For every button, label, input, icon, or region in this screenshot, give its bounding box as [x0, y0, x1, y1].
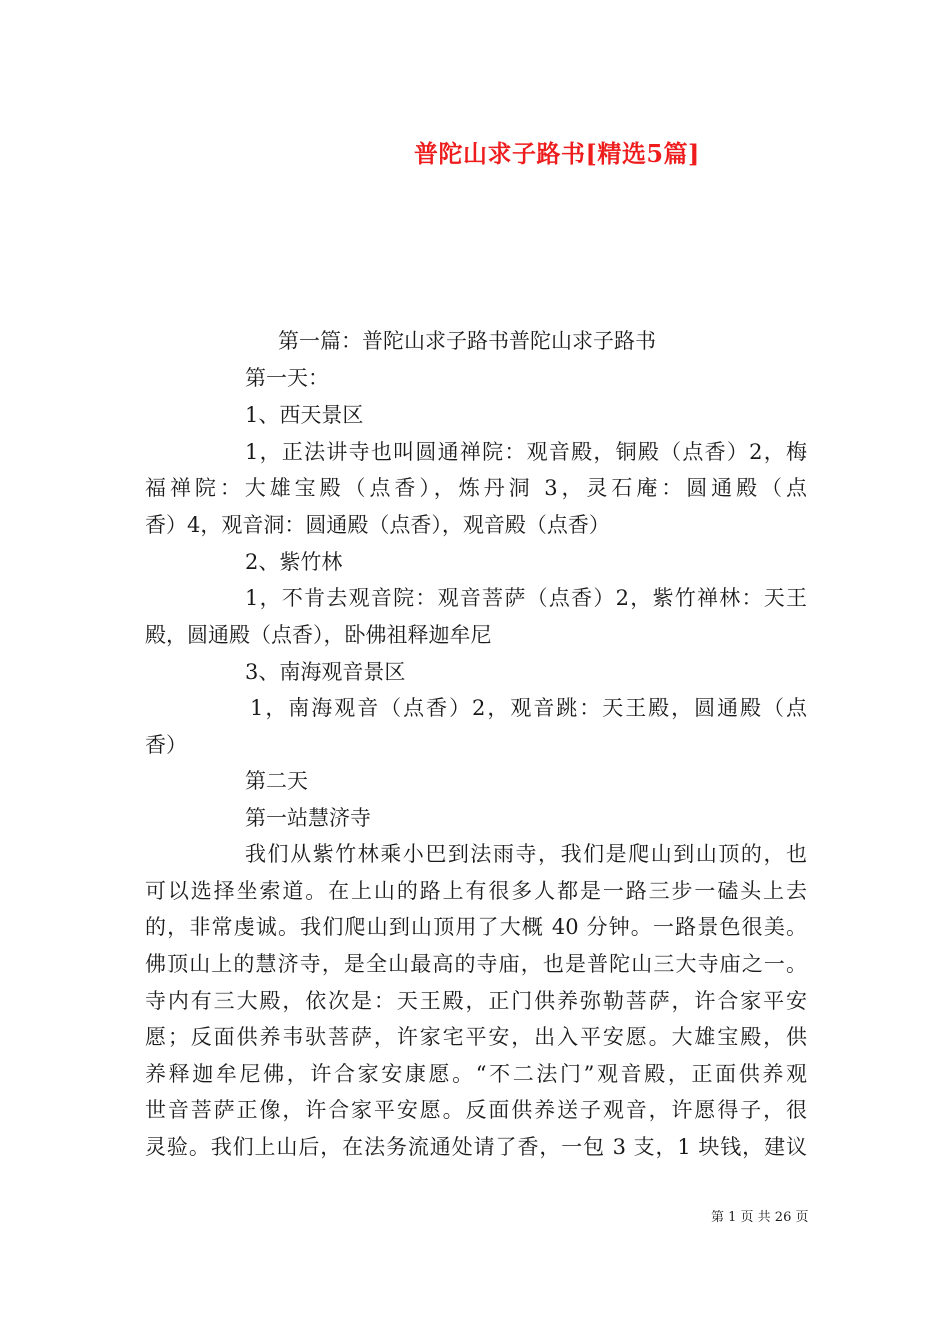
body-line: 愿；反面供养韦驮菩萨，许家宅平安，出入平安愿。大雄宝殿，供 [145, 1025, 807, 1049]
body-line: 第二天 [245, 769, 308, 793]
section-subtitle: 第一篇：普陀山求子路书普陀山求子路书 [278, 329, 656, 353]
body-line: 3、南海观音景区 [245, 660, 406, 684]
body-line: 世音菩萨正像，许合家平安愿。反面供养送子观音，许愿得子，很 [145, 1098, 807, 1122]
document-title: 普陀山求子路书[精选5篇] [414, 139, 700, 168]
body-line: 殿，圆通殿（点香），卧佛祖释迦牟尼 [145, 623, 492, 647]
body-line: 香） [145, 733, 187, 757]
body-line: 我们从紫竹林乘小巴到法雨寺，我们是爬山到山顶的，也 [245, 842, 807, 866]
body-line: 第一站慧济寺 [245, 806, 371, 830]
body-line: 1，不肯去观音院：观音菩萨（点香）2，紫竹禅林：天王 [245, 586, 807, 610]
body-line: 可以选择坐索道。在上山的路上有很多人都是一路三步一磕头上去 [145, 879, 807, 903]
body-line: 福禅院：大雄宝殿（点香），炼丹洞 3，灵石庵：圆通殿（点 [145, 476, 807, 500]
page-number: 第 1 页 共 26 页 [711, 1210, 809, 1225]
body-line: 香）4，观音洞：圆通殿（点香），观音殿（点香） [145, 513, 610, 537]
body-line: 第一天： [245, 366, 329, 390]
body-line: 养释迦牟尼佛，许合家安康愿。“不二法门”观音殿，正面供养观 [145, 1062, 807, 1086]
body-line: 佛顶山上的慧济寺，是全山最高的寺庙，也是普陀山三大寺庙之一。 [145, 952, 807, 976]
body-line: 1、西天景区 [245, 403, 364, 427]
body-line: 寺内有三大殿，依次是：天王殿，正门供养弥勒菩萨，许合家平安 [145, 989, 807, 1013]
body-line: 灵验。我们上山后，在法务流通处请了香，一包 3 支，1 块钱，建议 [145, 1135, 807, 1159]
body-line: 1，正法讲寺也叫圆通禅院：观音殿，铜殿（点香）2，梅 [245, 440, 807, 464]
body-line: 2、紫竹林 [245, 550, 343, 574]
body-line: 1，南海观音（点香）2，观音跳：天王殿，圆通殿（点 [250, 696, 807, 720]
body-line: 的，非常虔诚。我们爬山到山顶用了大概 40 分钟。一路景色很美。 [145, 915, 807, 939]
